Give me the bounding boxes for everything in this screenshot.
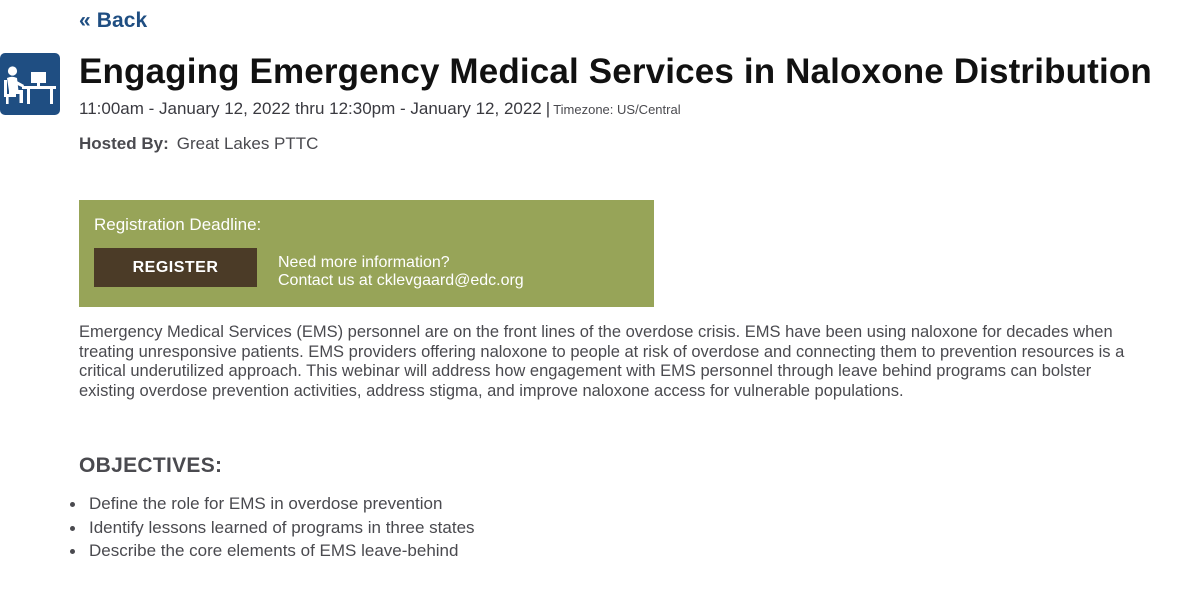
hosted-by	[79, 134, 318, 154]
register-button[interactable]: REGISTER	[94, 248, 257, 287]
person-at-desk-icon	[0, 53, 60, 115]
list-item: Describe the core elements of EMS leave-behind	[89, 540, 475, 564]
timezone-label: Timezone: US/Central	[553, 102, 681, 117]
back-link[interactable]: « Back	[79, 9, 148, 32]
event-datetime	[79, 99, 681, 119]
datetime-separator: |	[545, 99, 551, 118]
list-item: Identify lessons learned of programs in three states	[89, 517, 475, 541]
page-title: Engaging Emergency Medical Services in Naloxone Distribution	[79, 52, 1152, 91]
registration-panel	[79, 200, 654, 307]
objectives-heading: OBJECTIVES:	[79, 454, 223, 477]
datetime-range: 11:00am - January 12, 2022 thru 12:30pm - January 12, 2022	[79, 99, 542, 118]
list-item: Define the role for EMS in overdose prevention	[89, 493, 475, 517]
hosted-by-label: Hosted By:	[79, 134, 169, 153]
event-description: Emergency Medical Services (EMS) personnel are on the front lines of the overdose crisis. EMS have been using naloxone for decades when treating unresponsive patients. EMS providers offering naloxone to people at risk of overdose and connecting them to prevention resources is a critical underutilized approach. This webinar will address how engagement with EMS personnel through leave behind programs can bolster existing overdose prevention activities, address stigma, and improve naloxone access for vulnerable populations.	[79, 323, 1125, 400]
objectives-list	[89, 493, 475, 564]
more-info-text: Need more information?	[278, 254, 450, 271]
contact-email-link[interactable]: Contact us at cklevgaard@edc.org	[278, 272, 524, 289]
host-name: Great Lakes PTTC	[176, 134, 319, 153]
registration-deadline: Registration Deadline:	[94, 215, 262, 234]
contact-info	[278, 254, 524, 290]
